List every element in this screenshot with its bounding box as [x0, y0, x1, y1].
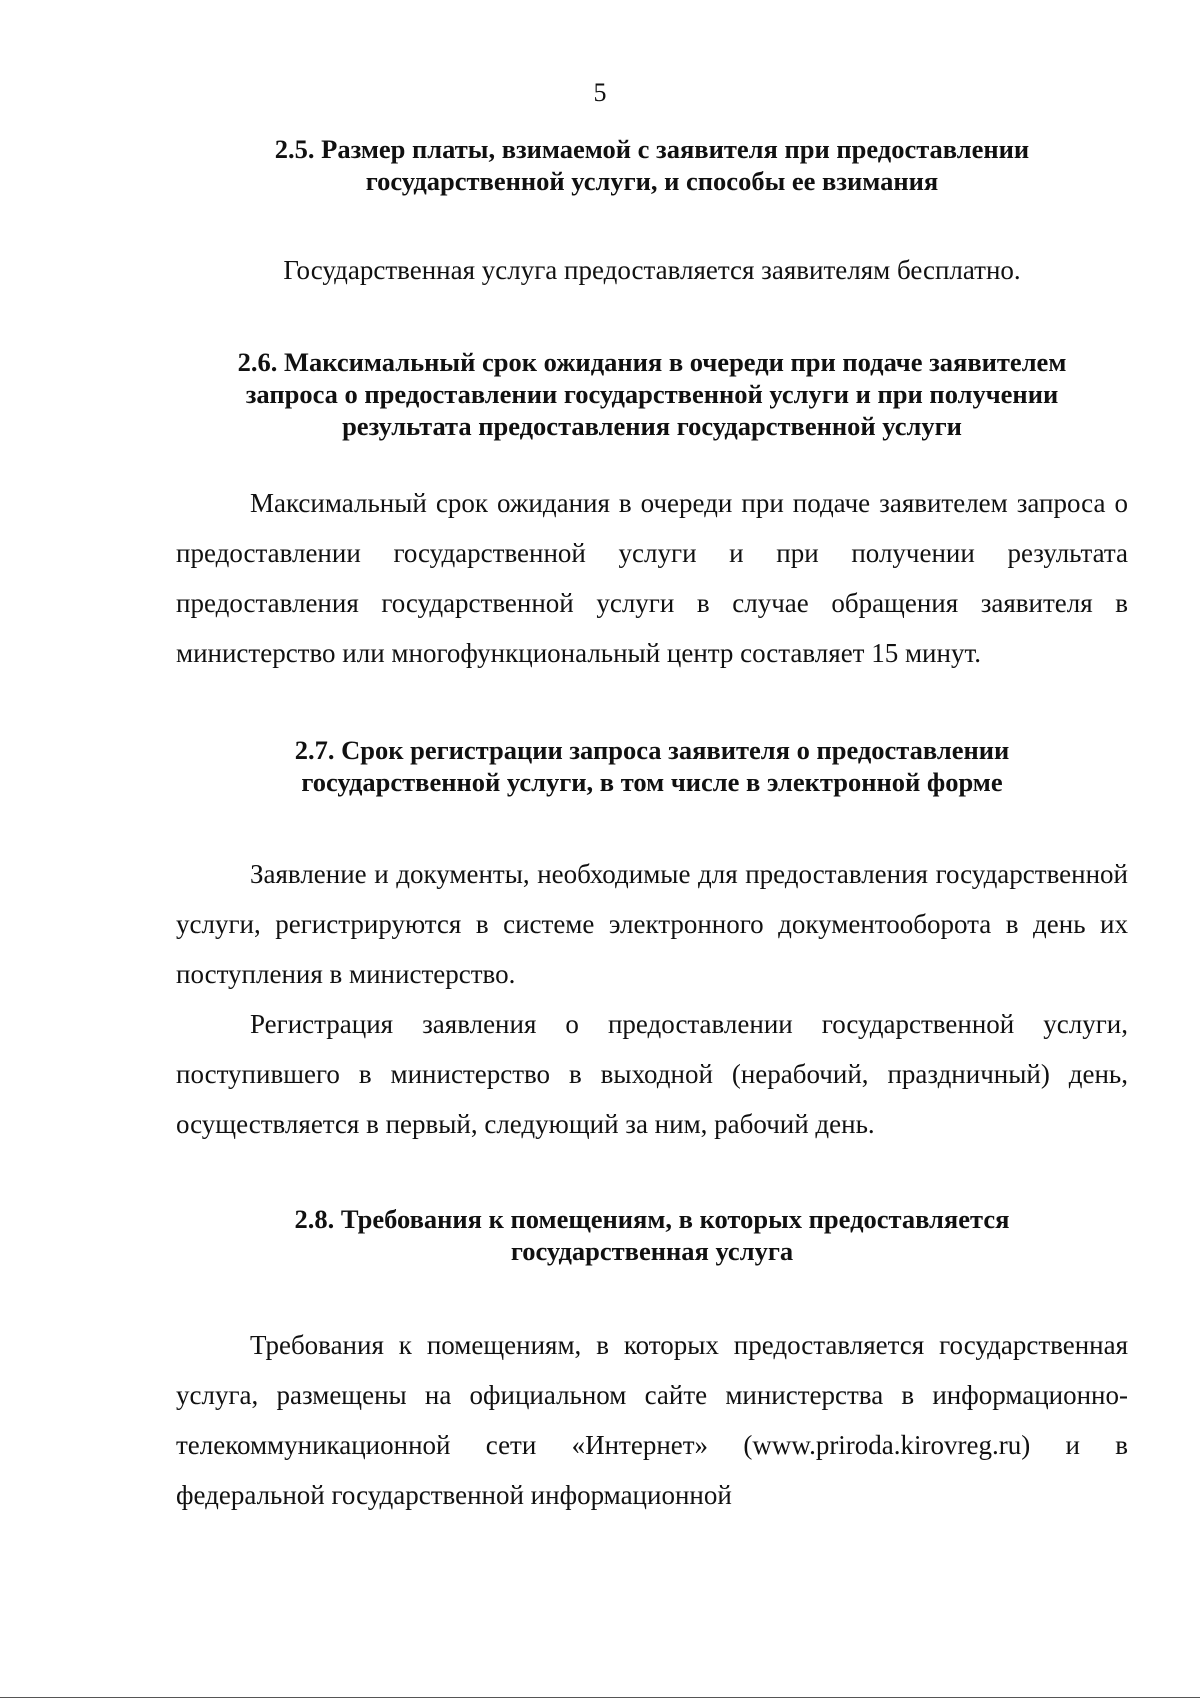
heading-line: 2.7. Срок регистрации запроса заявителя о предоставлении	[294, 735, 1010, 765]
heading-line: государственной услуги, в том числе в электронной форме	[301, 767, 1003, 797]
heading-line: 2.5. Размер платы, взимаемой с заявителя при предоставлении	[274, 134, 1030, 164]
heading-line: запроса о предоставлении государственной услуги и при получении	[245, 379, 1059, 409]
heading-line: государственная услуга	[510, 1236, 794, 1266]
heading-line: государственной услуги, и способы ее взимания	[365, 166, 939, 196]
section-2-5-heading	[176, 133, 1128, 197]
page-number: 5	[593, 78, 607, 107]
section-2-7-paragraph-2: Регистрация заявления о предоставлении государственной услуги, поступившего в министерство в выходной (нерабочий, праздничный) день, осуществляется в первый, следующий за ним, рабочий день.	[176, 1009, 1128, 1139]
section-2-5-paragraph: Государственная услуга предоставляется заявителям бесплатно.	[283, 255, 1021, 285]
section-2-7-paragraph-1: Заявление и документы, необходимые для предоставления государственной услуги, регистрируются в системе электронного документооборота в день их поступления в министерство.	[176, 859, 1128, 989]
section-2-8-heading	[176, 1203, 1128, 1267]
heading-line: 2.8. Требования к помещениям, в которых предоставляется	[294, 1204, 1010, 1234]
section-2-6-paragraph: Максимальный срок ожидания в очереди при подаче заявителем запроса о предоставлении государственной услуги и при получении результата предоставления государственной услуги в случае обращения заявителя в министерство или многофункциональный центр составляет 15 минут.	[176, 488, 1128, 668]
section-2-7-heading	[176, 734, 1128, 798]
bottom-rule	[0, 1697, 1200, 1698]
document-body	[176, 133, 1128, 1520]
section-2-6-heading	[176, 346, 1128, 442]
section-2-8-paragraph: Требования к помещениям, в которых предоставляется государственная услуга, размещены на официальном сайте министерства в информационно-телекоммуникационной сети «Интернет» (www.priroda.kirovreg.ru) и в федеральной государственной информационной	[176, 1330, 1128, 1510]
heading-line: результата предоставления государственной услуги	[342, 411, 962, 441]
heading-line: 2.6. Максимальный срок ожидания в очереди при подаче заявителем	[237, 347, 1067, 377]
